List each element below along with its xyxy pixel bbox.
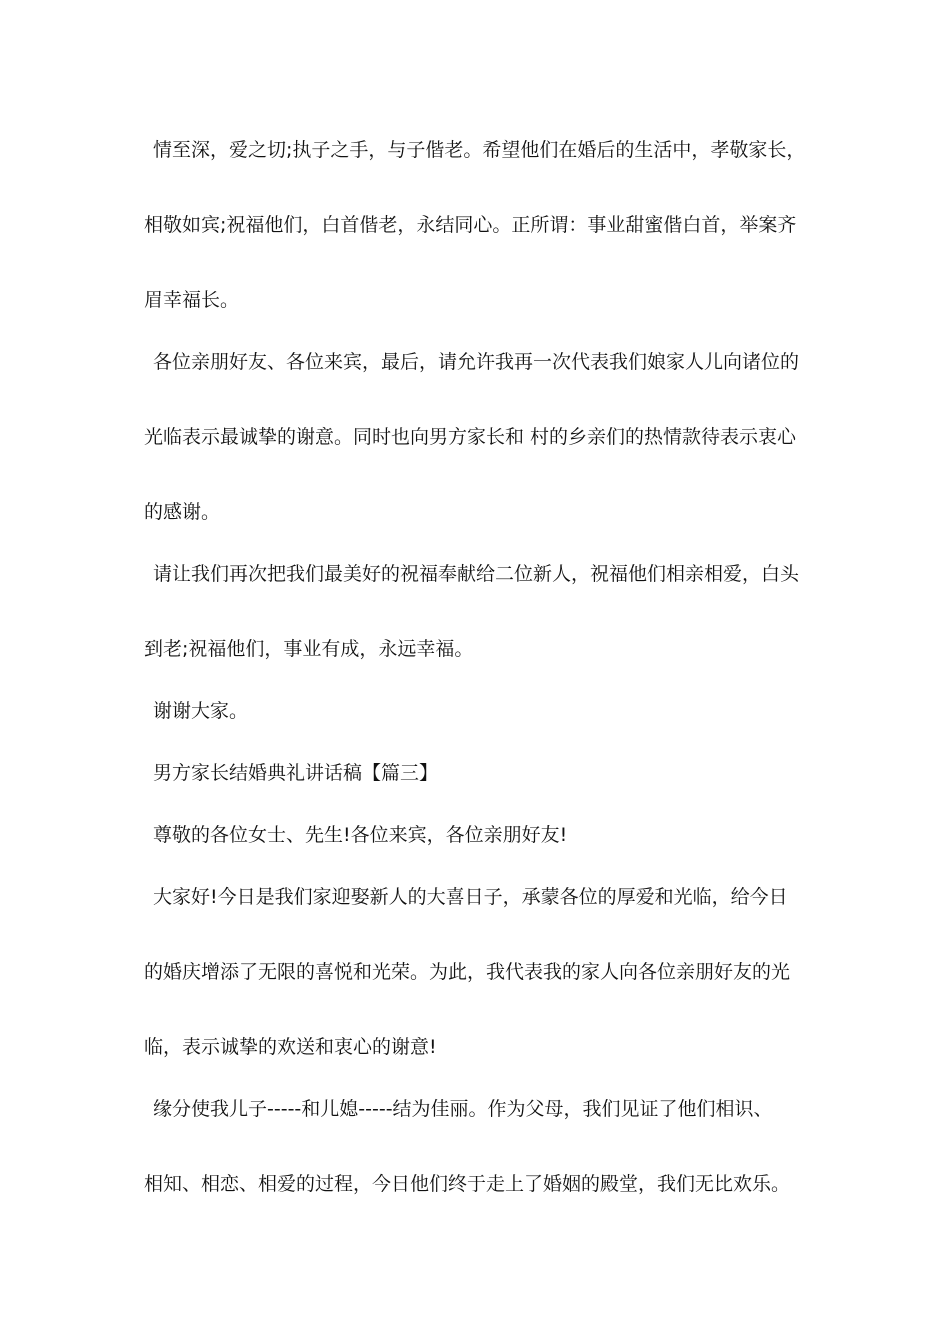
paragraph-line: 谢谢大家。 bbox=[153, 700, 249, 722]
paragraph-line: 到老;祝福他们，事业有成，永远幸福。 bbox=[144, 638, 474, 660]
paragraph-line: 尊敬的各位女士、先生!各位来宾，各位亲朋好友! bbox=[153, 824, 568, 846]
paragraph-line: 的婚庆增添了无限的喜悦和光荣。为此，我代表我的家人向各位亲朋好友的光 bbox=[144, 961, 791, 983]
paragraph-line: 情至深，爱之切;执子之手，与子偕老。希望他们在婚后的生活中，孝敬家长， bbox=[153, 139, 806, 161]
paragraph-line: 临，表示诚挚的欢送和衷心的谢意! bbox=[144, 1036, 437, 1058]
paragraph-line: 相敬如宾;祝福他们，白首偕老，永结同心。正所谓：事业甜蜜偕白首，举案齐 bbox=[144, 214, 797, 236]
paragraph-line: 的感谢。 bbox=[144, 501, 221, 523]
paragraph-line: 大家好!今日是我们家迎娶新人的大喜日子，承蒙各位的厚爱和光临，给今日 bbox=[153, 886, 788, 908]
paragraph-line: 各位亲朋好友、各位来宾，最后，请允许我再一次代表我们娘家人儿向诸位的 bbox=[153, 351, 800, 373]
paragraph-line: 相知、相恋、相爱的过程，今日他们终于走上了婚姻的殿堂，我们无比欢乐。 bbox=[144, 1173, 791, 1195]
section-heading: 男方家长结婚典礼讲话稿【篇三】 bbox=[153, 762, 439, 784]
paragraph-line: 请让我们再次把我们最美好的祝福奉献给二位新人，祝福他们相亲相爱，白头 bbox=[153, 563, 800, 585]
paragraph-line: 缘分使我儿子-----和儿媳-----结为佳丽。作为父母，我们见证了他们相识、 bbox=[153, 1098, 773, 1120]
paragraph-line: 光临表示最诚挚的谢意。同时也向男方家长和 村的乡亲们的热情款待表示衷心 bbox=[144, 426, 797, 448]
paragraph-line: 眉幸福长。 bbox=[144, 289, 240, 311]
